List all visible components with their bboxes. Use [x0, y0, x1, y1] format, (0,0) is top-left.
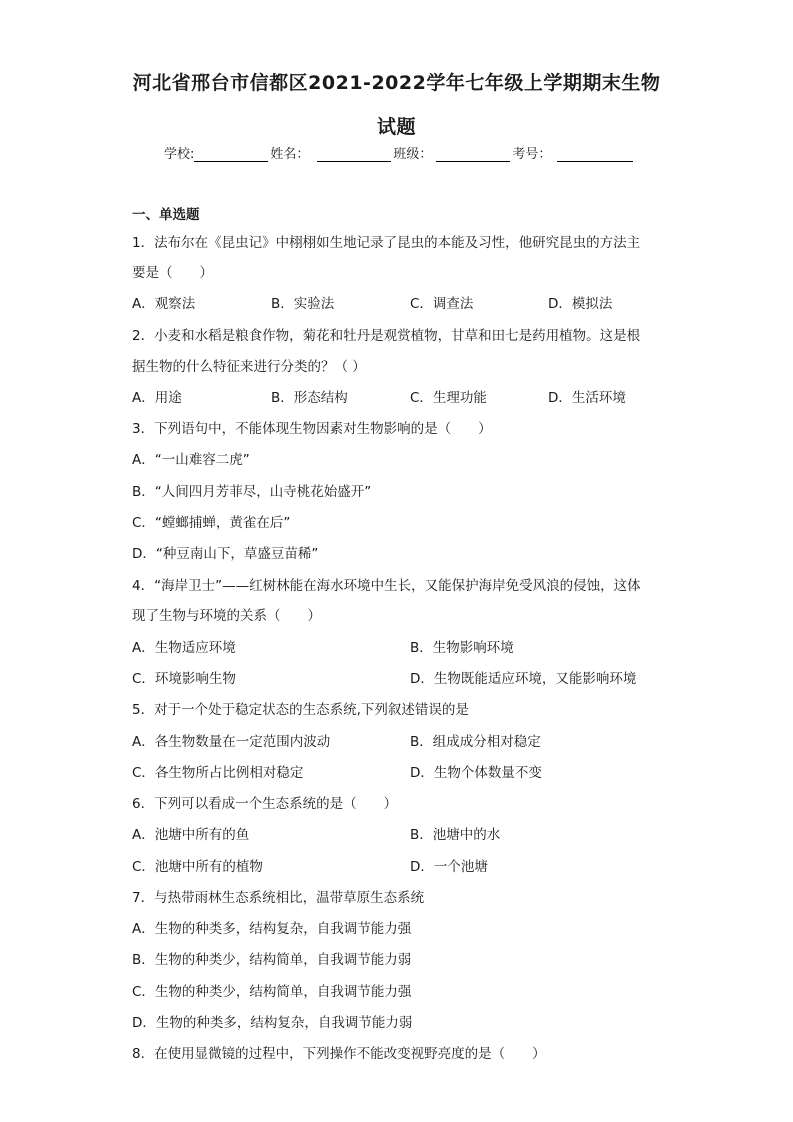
q1-option-b: B．实验法	[271, 296, 335, 312]
question-1-cont: 要是（ ）	[132, 265, 213, 281]
exam-title: 河北省邢台市信都区2021-2022学年七年级上学期期末生物	[132, 72, 661, 94]
q2-option-d: D．生活环境	[548, 390, 626, 406]
student-info-row	[164, 143, 635, 162]
q2-option-b: B．形态结构	[271, 390, 348, 406]
question-1: 1．法布尔在《昆虫记》中栩栩如生地记录了昆虫的本能及习性，他研究昆虫的方法主	[132, 235, 641, 251]
class-label: 班级：	[393, 147, 433, 162]
class-blank[interactable]	[436, 147, 510, 162]
q5-option-c: C．各生物所占比例相对稳定	[132, 765, 304, 781]
q5-option-a: A．各生物数量在一定范围内波动	[132, 734, 331, 750]
question-5: 5．对于一个处于稳定状态的生态系统,下列叙述错误的是	[132, 702, 469, 718]
q4-option-c: C．环境影响生物	[132, 671, 236, 687]
q2-option-c: C．生理功能	[410, 390, 487, 406]
name-blank[interactable]	[317, 147, 391, 162]
q7-option-b: B．生物的种类少，结构简单，自我调节能力弱	[132, 952, 412, 968]
section-heading: 一、单选题	[132, 207, 200, 223]
question-6: 6．下列可以看成一个生态系统的是（ ）	[132, 796, 398, 812]
q7-option-d: D．生物的种类多，结构复杂，自我调节能力弱	[132, 1015, 413, 1031]
q4-option-a: A．生物适应环境	[132, 640, 236, 656]
question-7: 7．与热带雨林生态系统相比，温带草原生态系统	[132, 890, 425, 906]
q1-option-c: C．调查法	[410, 296, 474, 312]
question-4: 4．“海岸卫士”——红树林能在海水环境中生长，又能保护海岸免受风浪的侵蚀，这体	[132, 578, 641, 594]
q3-option-a: A．“一山难容二虎”	[132, 452, 250, 468]
school-blank[interactable]	[194, 147, 268, 162]
q4-option-d: D．生物既能适应环境，又能影响环境	[410, 671, 637, 687]
question-8: 8．在使用显微镜的过程中，下列操作不能改变视野亮度的是（ ）	[132, 1046, 546, 1062]
q1-option-a: A．观察法	[132, 296, 196, 312]
q7-option-a: A．生物的种类多，结构复杂，自我调节能力强	[132, 921, 412, 937]
question-4-cont: 现了生物与环境的关系（ ）	[132, 608, 321, 624]
q7-option-c: C．生物的种类少，结构简单，自我调节能力强	[132, 984, 412, 1000]
q1-option-d: D．模拟法	[548, 296, 613, 312]
q6-option-c: C．池塘中所有的植物	[132, 859, 263, 875]
q6-option-b: B．池塘中的水	[410, 827, 501, 843]
school-label: 学校:	[164, 147, 195, 162]
q6-option-d: D．一个池塘	[410, 859, 488, 875]
exam-title-continued: 试题	[376, 116, 416, 138]
q3-option-c: C．“螳螂捕蝉，黄雀在后”	[132, 515, 291, 531]
question-3: 3．下列语句中，不能体现生物因素对生物影响的是（ ）	[132, 421, 492, 437]
question-2-cont: 据生物的什么特征来进行分类的？（ ）	[132, 359, 366, 375]
q5-option-b: B．组成成分相对稳定	[410, 734, 541, 750]
q2-option-a: A．用途	[132, 390, 182, 406]
number-blank[interactable]	[557, 147, 633, 162]
q3-option-b: B．“人间四月芳菲尽，山寺桃花始盛开”	[132, 484, 372, 500]
question-2: 2．小麦和水稻是粮食作物，菊花和牡丹是观赏植物，甘草和田七是药用植物。这是根	[132, 328, 641, 344]
number-label: 考号：	[512, 147, 552, 162]
name-label: 姓名：	[270, 147, 310, 162]
q5-option-d: D．生物个体数量不变	[410, 765, 542, 781]
q3-option-d: D．“种豆南山下，草盛豆苗稀”	[132, 546, 319, 562]
q4-option-b: B．生物影响环境	[410, 640, 514, 656]
q6-option-a: A．池塘中所有的鱼	[132, 827, 250, 843]
